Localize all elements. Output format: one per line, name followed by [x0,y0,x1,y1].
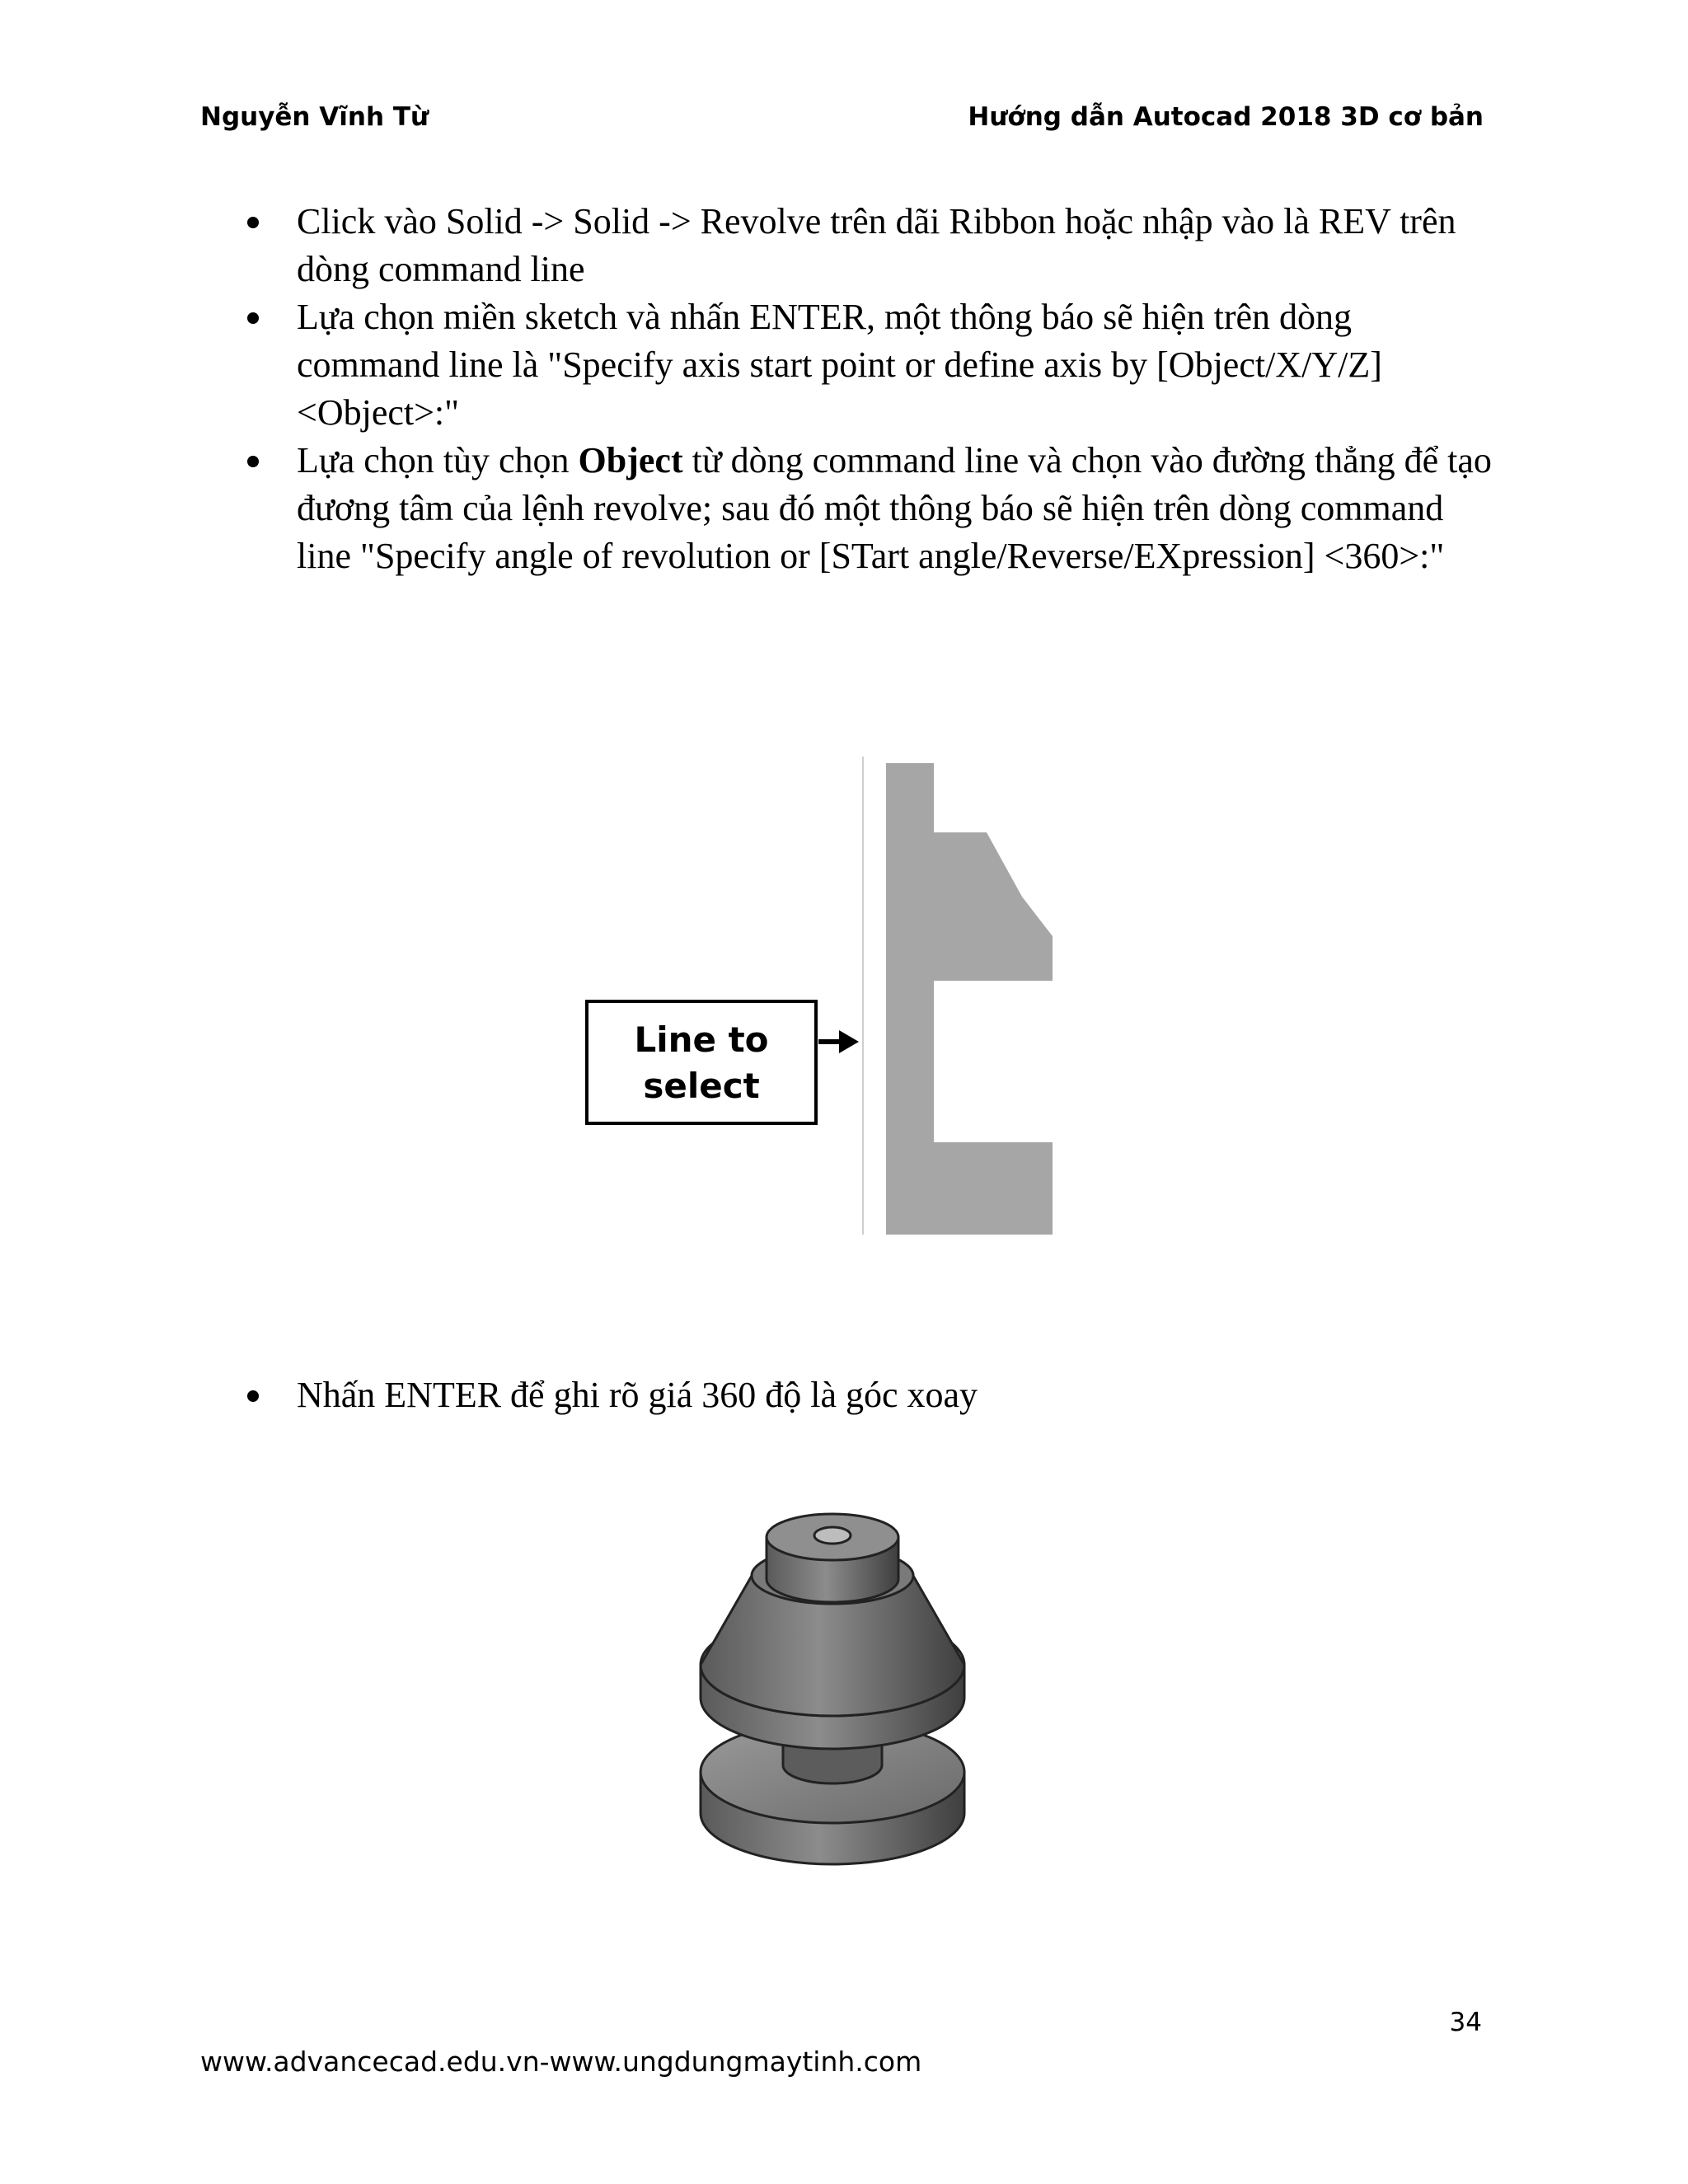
list-item-bold-option: Object [578,440,683,480]
footer-url: www.advancecad.edu.vn-www.ungdungmaytinh.com [200,2046,922,2078]
header-author: Nguyễn Vĩnh Từ [200,102,429,132]
sketch-profile-figure [577,757,1071,1251]
revolved-solid-figure [676,1500,989,1929]
list-item-text-before: Lựa chọn tùy chọn [297,440,579,480]
page-number: 34 [1449,2008,1482,2037]
list-item [239,293,1492,437]
revolved-solid-shape [701,1514,964,1864]
callout-arrow-head [839,1030,859,1053]
callout-label-line2: select [643,1066,760,1106]
list-item-text-after: từ dòng command line và chọn vào đường thẳng để tạo đương tâm của lệnh revolve; sau đó một thông báo sẽ hiện trên dòng command line "Specify angle of revolution or [STart angle/Reverse/EXpression] <360>:" [297,440,1492,576]
list-item-text: Click vào Solid -> Solid -> Revolve trên dãi Ribbon hoặc nhập vào là REV trên dòng command line [297,201,1456,289]
instruction-list [239,198,1492,580]
list-item-text: Nhấn ENTER để ghi rõ giá 360 độ là góc xoay [297,1375,978,1415]
sketch-profile-shape [886,763,1053,1235]
list-item-text: Lựa chọn miền sketch và nhấn ENTER, một thông báo sẽ hiện trên dòng command line là "Specify axis start point or define axis by [Object/X/Y/Z] <Object>:" [297,297,1382,433]
list-item [239,1371,1550,1419]
callout-label-line1: Line to [634,1019,769,1060]
list-item [239,437,1492,580]
list-item [239,198,1492,293]
header-title: Hướng dẫn Autocad 2018 3D cơ bản [968,102,1484,132]
